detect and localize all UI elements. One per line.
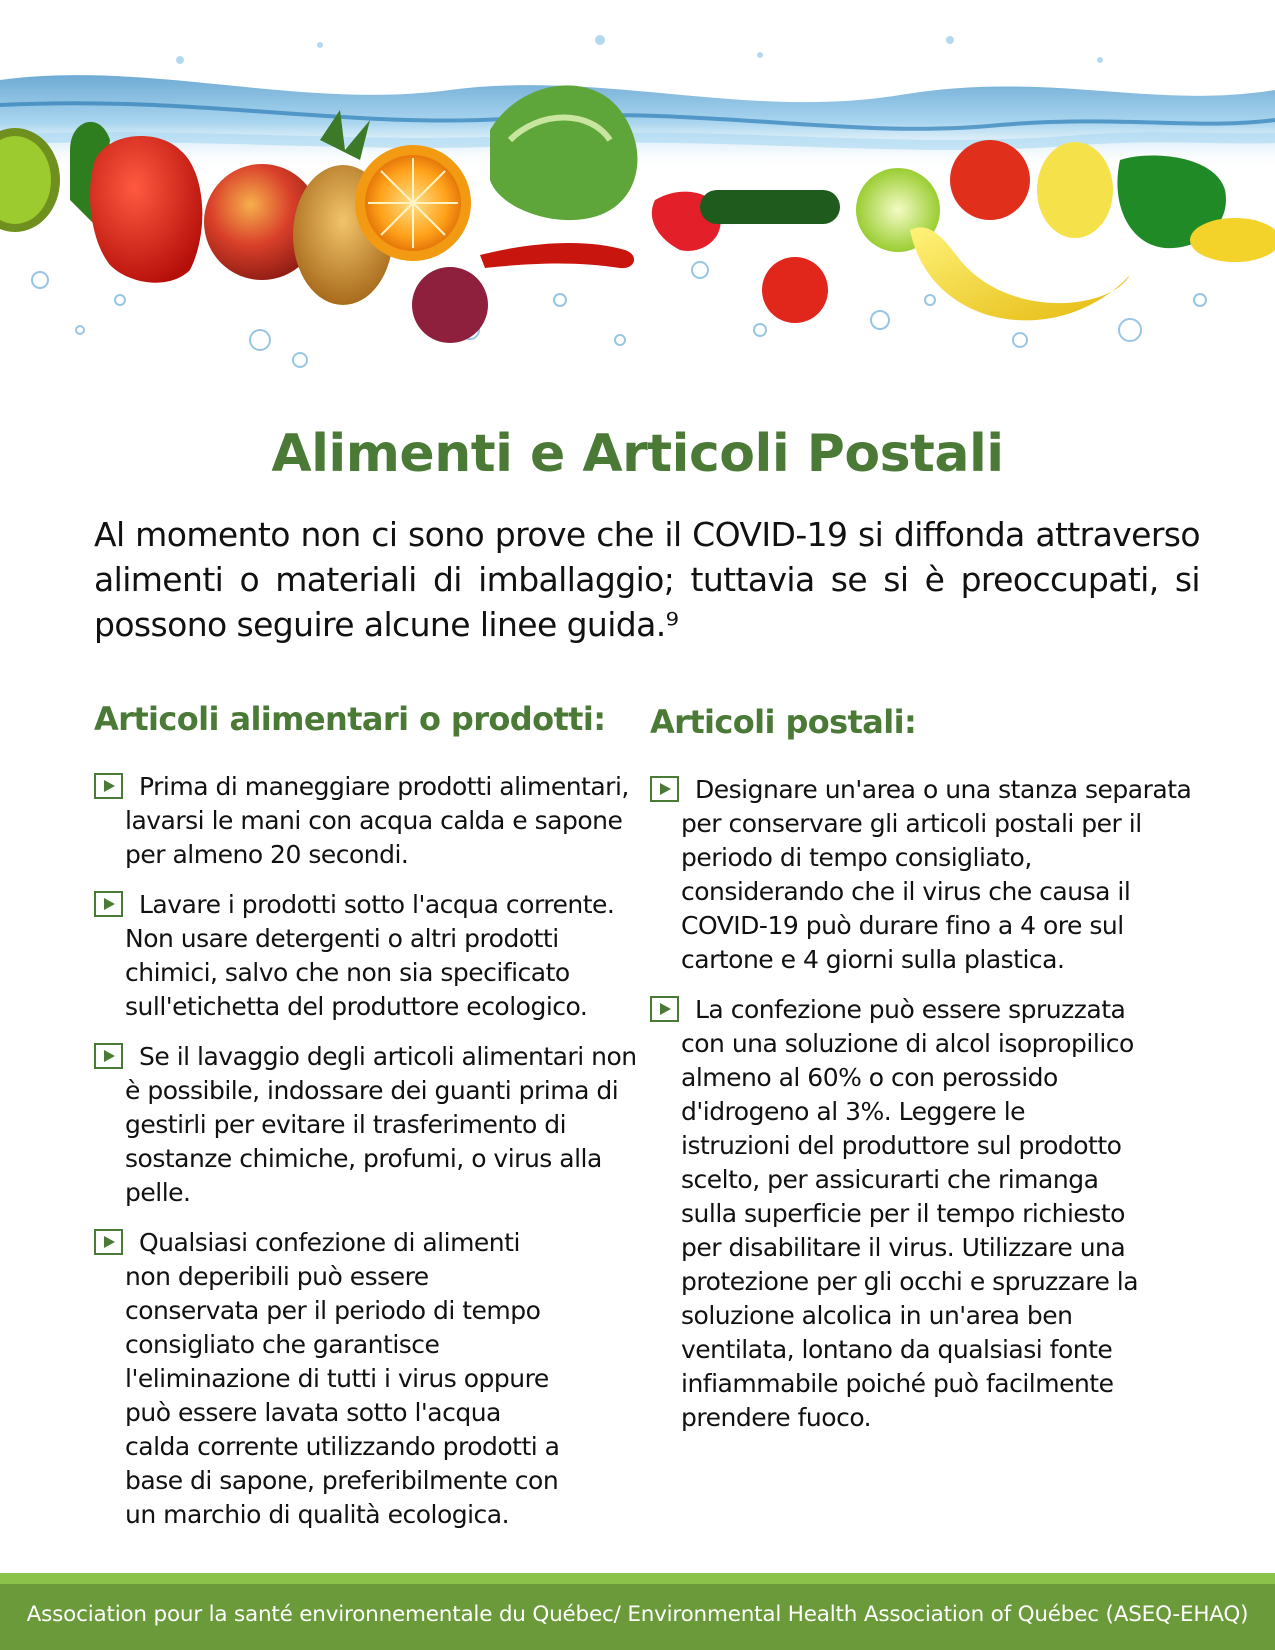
list-item-text: Prima di maneggiare prodotti alimentari, lavarsi le mani con acqua calda e sapone per almeno 20 secondi.: [125, 772, 629, 869]
list-item-text: Se il lavaggio degli articoli alimentari non è possibile, indossare dei guanti prima di gestirli per evitare il trasferimento di sostanze chimiche, profumi, o virus alla pelle.: [125, 1042, 637, 1207]
postal-items-section: [650, 703, 1190, 1451]
list-item: [94, 1040, 645, 1210]
play-arrow-icon: [650, 996, 679, 1022]
footer-accent-bar: [0, 1573, 1275, 1584]
food-items-section: [94, 700, 637, 1548]
food-items-heading: Articoli alimentari o prodotti:: [94, 700, 606, 738]
play-arrow-icon: [650, 776, 679, 802]
list-item-text: Qualsiasi confezione di alimenti non deperibili può essere conservata per il periodo di tempo consigliato che garantisce l'eliminazione di tutti i virus oppure può essere lavata sotto l'acqua calda corrente utilizzando prodotti a base di sapone, preferibilmente con un marchio di qualità ecologica.: [125, 1228, 560, 1529]
list-item: [94, 888, 645, 1024]
play-arrow-icon: [94, 1043, 123, 1069]
list-item: [94, 770, 645, 872]
list-item: [650, 993, 1141, 1435]
play-arrow-icon: [94, 773, 123, 799]
list-item: [650, 773, 1196, 977]
play-arrow-icon: [94, 891, 123, 917]
list-item-text: Designare un'area o una stanza separata per conservare gli articoli postali per il periodo di tempo consigliato, considerando che il virus che causa il COVID-19 può durare fino a 4 ore sul cartone e 4 giorni sulla plastica.: [681, 775, 1192, 974]
page-title: Alimenti e Articoli Postali: [271, 424, 1004, 484]
hero-image: [0, 0, 1275, 395]
footer-organization: Association pour la santé environnementale du Québec/ Environmental Health Association of Québec (ASEQ-EHAQ): [0, 1584, 1275, 1650]
play-arrow-icon: [94, 1229, 123, 1255]
list-item-text: Lavare i prodotti sotto l'acqua corrente. Non usare detergenti o altri prodotti chimici, salvo che non sia specificato sull'etichetta del produttore ecologico.: [125, 890, 615, 1021]
list-item: [94, 1226, 565, 1532]
fruit-splash-illustration: [0, 0, 1275, 395]
postal-items-heading: Articoli postali:: [650, 703, 917, 741]
list-item-text: La confezione può essere spruzzata con una soluzione di alcol isopropilico almeno al 60% o con perossido d'idrogeno al 3%. Leggere le istruzioni del produttore sul prodotto scelto, per assicurarti che rimanga sulla superficie per il tempo richiesto per disabilitare il virus. Utilizzare una protezione per gli occhi e spruzzare la soluzione alcolica in un'area ben ventilata, lontano da qualsiasi fonte infiammabile poiché può facilmente prendere fuoco.: [681, 995, 1139, 1432]
intro-paragraph: Al momento non ci sono prove che il COVID-19 si diffonda attraverso alimenti o materiali di imballaggio; tuttavia se si è preoccupati, si possono seguire alcune linee guida.⁹: [94, 515, 1200, 644]
